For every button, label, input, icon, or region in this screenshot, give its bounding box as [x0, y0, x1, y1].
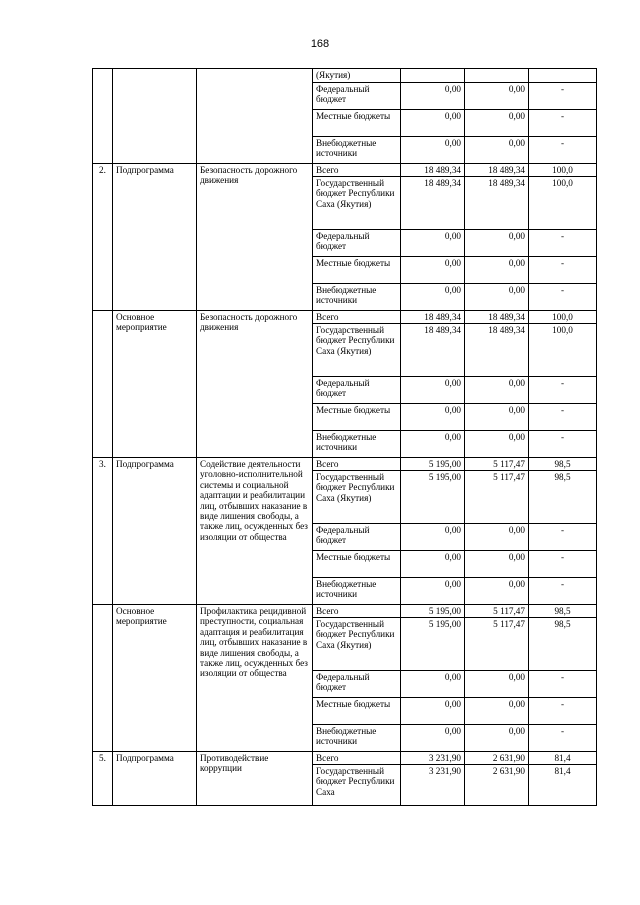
actual-amount-cell: 2 631,90 [465, 765, 529, 806]
funding-source-cell: Федеральный бюджет [313, 524, 401, 551]
plan-amount-cell: 0,00 [401, 137, 465, 164]
row-number-cell: 2. [93, 164, 113, 311]
table-row [93, 458, 597, 471]
plan-amount-cell: 0,00 [401, 431, 465, 458]
actual-amount-cell: 0,00 [465, 110, 529, 137]
funding-source-cell: Государственный бюджет Республики Саха [313, 765, 401, 806]
percent-cell: - [529, 524, 597, 551]
percent-cell: 81,4 [529, 765, 597, 806]
funding-source-cell: Внебюджетные источники [313, 578, 401, 605]
actual-amount-cell: 18 489,34 [465, 177, 529, 230]
funding-source-cell: Федеральный бюджет [313, 83, 401, 110]
actual-amount-cell: 5 117,47 [465, 618, 529, 671]
funding-source-cell: Всего [313, 164, 401, 177]
percent-cell: 98,5 [529, 605, 597, 618]
percent-cell: - [529, 377, 597, 404]
plan-amount-cell: 5 195,00 [401, 618, 465, 671]
table-row [93, 605, 597, 618]
plan-amount-cell: 5 195,00 [401, 458, 465, 471]
funding-source-cell: Всего [313, 752, 401, 765]
row-number-cell: 3. [93, 458, 113, 605]
actual-amount-cell: 2 631,90 [465, 752, 529, 765]
plan-amount-cell: 5 195,00 [401, 471, 465, 524]
actual-amount-cell: 0,00 [465, 698, 529, 725]
item-type-cell [113, 69, 197, 164]
item-type-cell: Подпрограмма [113, 164, 197, 311]
percent-cell: - [529, 137, 597, 164]
actual-amount-cell: 0,00 [465, 83, 529, 110]
actual-amount-cell: 0,00 [465, 671, 529, 698]
funding-source-cell: Внебюджетные источники [313, 137, 401, 164]
plan-amount-cell: 0,00 [401, 230, 465, 257]
plan-amount-cell: 0,00 [401, 257, 465, 284]
actual-amount-cell: 0,00 [465, 284, 529, 311]
actual-amount-cell: 5 117,47 [465, 471, 529, 524]
plan-amount-cell: 0,00 [401, 524, 465, 551]
actual-amount-cell: 0,00 [465, 725, 529, 752]
plan-amount-cell: 0,00 [401, 284, 465, 311]
funding-source-cell: Федеральный бюджет [313, 230, 401, 257]
funding-source-cell: Федеральный бюджет [313, 377, 401, 404]
percent-cell: - [529, 578, 597, 605]
percent-cell: - [529, 431, 597, 458]
percent-cell: 98,5 [529, 618, 597, 671]
plan-amount-cell: 3 231,90 [401, 752, 465, 765]
item-name-cell: Безопасность дорожного движения [197, 164, 313, 311]
percent-cell: - [529, 551, 597, 578]
item-type-cell: Подпрограмма [113, 752, 197, 806]
percent-cell: - [529, 257, 597, 284]
table-row [93, 311, 597, 324]
budget-execution-table [92, 68, 597, 806]
funding-source-cell: Всего [313, 458, 401, 471]
percent-cell: - [529, 698, 597, 725]
plan-amount-cell: 18 489,34 [401, 164, 465, 177]
funding-source-cell: (Якутия) [313, 69, 401, 83]
funding-source-cell: Местные бюджеты [313, 551, 401, 578]
actual-amount-cell: 0,00 [465, 404, 529, 431]
funding-source-cell: Всего [313, 605, 401, 618]
funding-source-cell: Местные бюджеты [313, 698, 401, 725]
item-name-cell [197, 69, 313, 164]
table-row [93, 752, 597, 765]
item-name-cell: Профилактика рецидивной преступности, социальная адаптация и реабилитация лиц, отбывших наказание в виде лишения свободы, а также лиц, осужденных без изоляции от общества [197, 605, 313, 752]
percent-cell: 81,4 [529, 752, 597, 765]
percent-cell: 98,5 [529, 471, 597, 524]
actual-amount-cell: 0,00 [465, 377, 529, 404]
actual-amount-cell: 5 117,47 [465, 605, 529, 618]
plan-amount-cell: 0,00 [401, 83, 465, 110]
item-name-cell: Содействие деятельности уголовно-исполнительной системы и социальной адаптации и реабилитации лиц, отбывших наказание в виде лишения свободы, а также лиц, осужденных без изоляции от общества [197, 458, 313, 605]
percent-cell: 100,0 [529, 177, 597, 230]
plan-amount-cell: 18 489,34 [401, 324, 465, 377]
plan-amount-cell: 0,00 [401, 404, 465, 431]
actual-amount-cell: 5 117,47 [465, 458, 529, 471]
plan-amount-cell: 0,00 [401, 725, 465, 752]
percent-cell [529, 69, 597, 83]
table-row [93, 164, 597, 177]
actual-amount-cell [465, 69, 529, 83]
percent-cell: 100,0 [529, 164, 597, 177]
funding-source-cell: Внебюджетные источники [313, 725, 401, 752]
plan-amount-cell [401, 69, 465, 83]
funding-source-cell: Местные бюджеты [313, 404, 401, 431]
plan-amount-cell: 0,00 [401, 671, 465, 698]
plan-amount-cell: 18 489,34 [401, 177, 465, 230]
funding-source-cell: Внебюджетные источники [313, 284, 401, 311]
row-number-cell [93, 311, 113, 458]
actual-amount-cell: 0,00 [465, 431, 529, 458]
percent-cell: 100,0 [529, 324, 597, 377]
funding-source-cell: Государственный бюджет Республики Саха (Якутия) [313, 471, 401, 524]
actual-amount-cell: 18 489,34 [465, 324, 529, 377]
item-name-cell: Безопасность дорожного движения [197, 311, 313, 458]
funding-source-cell: Всего [313, 311, 401, 324]
funding-source-cell: Государственный бюджет Республики Саха (Якутия) [313, 618, 401, 671]
funding-source-cell: Местные бюджеты [313, 257, 401, 284]
funding-source-cell: Внебюджетные источники [313, 431, 401, 458]
actual-amount-cell: 18 489,34 [465, 164, 529, 177]
plan-amount-cell: 0,00 [401, 551, 465, 578]
plan-amount-cell: 0,00 [401, 578, 465, 605]
funding-source-cell: Федеральный бюджет [313, 671, 401, 698]
actual-amount-cell: 0,00 [465, 137, 529, 164]
plan-amount-cell: 18 489,34 [401, 311, 465, 324]
percent-cell: 100,0 [529, 311, 597, 324]
plan-amount-cell: 3 231,90 [401, 765, 465, 806]
funding-source-cell: Государственный бюджет Республики Саха (Якутия) [313, 324, 401, 377]
percent-cell: - [529, 284, 597, 311]
actual-amount-cell: 18 489,34 [465, 311, 529, 324]
percent-cell: - [529, 110, 597, 137]
item-name-cell: Противодействие коррупции [197, 752, 313, 806]
plan-amount-cell: 0,00 [401, 110, 465, 137]
row-number-cell [93, 69, 113, 164]
percent-cell: - [529, 404, 597, 431]
page-number: 168 [310, 38, 330, 50]
table-row [93, 69, 597, 83]
percent-cell: 98,5 [529, 458, 597, 471]
actual-amount-cell: 0,00 [465, 230, 529, 257]
item-type-cell: Подпрограмма [113, 458, 197, 605]
funding-source-cell: Местные бюджеты [313, 110, 401, 137]
actual-amount-cell: 0,00 [465, 551, 529, 578]
percent-cell: - [529, 725, 597, 752]
percent-cell: - [529, 83, 597, 110]
actual-amount-cell: 0,00 [465, 257, 529, 284]
percent-cell: - [529, 671, 597, 698]
item-type-cell: Основное мероприятие [113, 605, 197, 752]
actual-amount-cell: 0,00 [465, 524, 529, 551]
plan-amount-cell: 0,00 [401, 698, 465, 725]
row-number-cell: 5. [93, 752, 113, 806]
row-number-cell [93, 605, 113, 752]
actual-amount-cell: 0,00 [465, 578, 529, 605]
percent-cell: - [529, 230, 597, 257]
plan-amount-cell: 5 195,00 [401, 605, 465, 618]
item-type-cell: Основное мероприятие [113, 311, 197, 458]
plan-amount-cell: 0,00 [401, 377, 465, 404]
funding-source-cell: Государственный бюджет Республики Саха (Якутия) [313, 177, 401, 230]
table-body [93, 69, 597, 806]
